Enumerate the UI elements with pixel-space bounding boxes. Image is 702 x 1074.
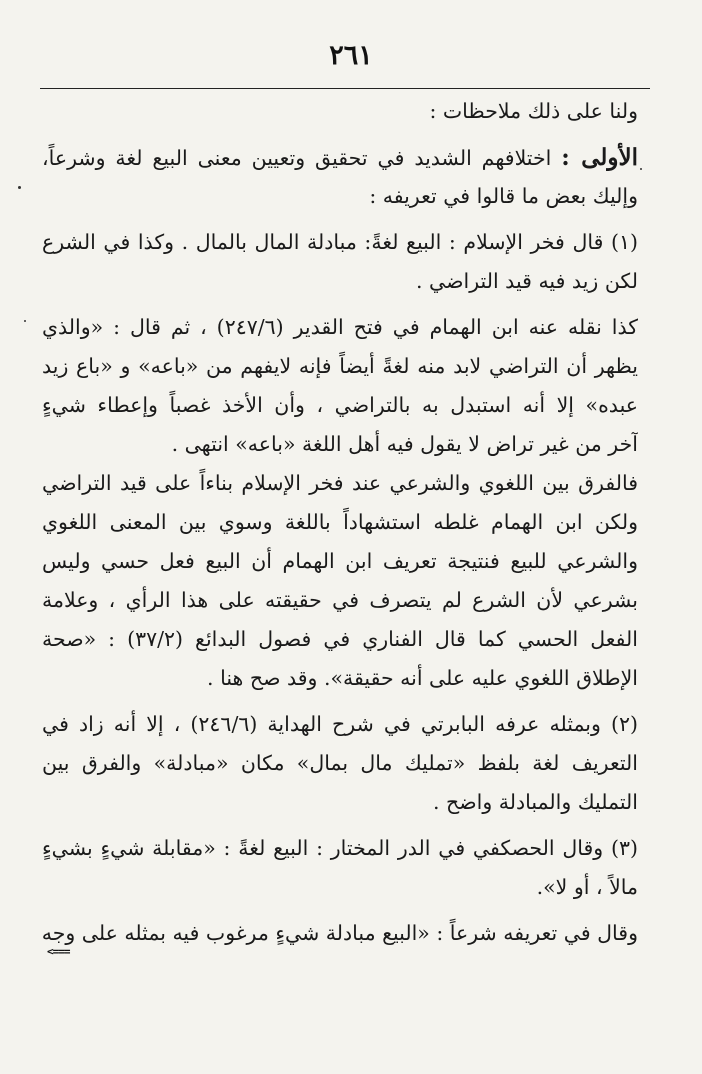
text-line: (١) قال فخر الإسلام : البيع لغةً: مبادلة المال بالمال . وكذا في الشرع bbox=[42, 230, 638, 254]
text-line: وقال في تعريفه شرعاً : «البيع مبادلة شيءٍ مرغوب فيه بمثله على وجه bbox=[42, 921, 638, 945]
text-line: كذا نقله عنه ابن الهمام في فتح القدير (٢٤٧/٦) ، ثم قال : «والذي bbox=[42, 315, 638, 339]
scan-speck bbox=[640, 168, 642, 170]
text-line: ولكن ابن الهمام غلطه استشهاداً باللغة وسوي بين المعنى اللغوي bbox=[42, 510, 638, 534]
text-line: التمليك والمبادلة واضح . bbox=[432, 790, 638, 814]
text-line: لكن زيد فيه قيد التراضي . bbox=[416, 269, 638, 293]
page-number: ٢٦١ bbox=[329, 40, 373, 71]
body-text bbox=[42, 92, 638, 953]
header-rule bbox=[40, 88, 650, 89]
text-line: ولنا على ذلك ملاحظات : bbox=[429, 99, 638, 123]
text-line: الإطلاق اللغوي عليه على أنه حقيقة». وقد صح هنا . bbox=[207, 666, 638, 690]
scan-speck bbox=[24, 320, 26, 322]
text-line: يظهر أن التراضي لابد منه لغةً أيضاً فإنه لايفهم من «باعه» و «باع زيد bbox=[42, 354, 638, 378]
text-line bbox=[42, 138, 638, 177]
text-line: وإليك بعض ما قالوا في تعريفه : bbox=[369, 184, 638, 208]
continuation-mark: <=== bbox=[47, 945, 70, 958]
text-line: (٣) وقال الحصكفي في الدر المختار : البيع لغةً : «مقابلة شيءٍ بشيءٍ bbox=[42, 836, 638, 860]
text-line: بشرعي لأن الشرع لم يتصرف في حقيقته على هذا الرأي ، وعلامة bbox=[42, 588, 638, 612]
text-line: (٢) وبمثله عرفه البابرتي في شرح الهداية (٢٤٦/٦) ، إلا أنه زاد في bbox=[42, 712, 638, 736]
text-line-body: اختلافهم الشديد في تحقيق وتعيين معنى البيع لغة وشرعاً، bbox=[42, 146, 552, 170]
text-line: التعريف لغة بلفظ «تمليك مال بمال» مكان «مبادلة» والفرق بين bbox=[42, 751, 638, 775]
text-line: والشرعي للبيع فنتيجة تعريف ابن الهمام أن البيع فعل حسي وليس bbox=[42, 549, 638, 573]
text-line: آخر من غير تراض لا يقول فيه أهل اللغة «باعه» انتهى . bbox=[171, 432, 638, 456]
section-lead-word: الأولى : bbox=[561, 144, 638, 171]
text-line: فالفرق بين اللغوي والشرعي عند فخر الإسلام بناءاً على قيد التراضي bbox=[42, 471, 638, 495]
text-line: مالاً ، أو لا». bbox=[536, 875, 638, 899]
text-line: عبده» إلا أنه استبدل به بالتراضي ، وأن الأخذ غصباً وإعطاء شيءٍ bbox=[42, 393, 638, 417]
scan-speck bbox=[18, 186, 21, 189]
text-line: الفعل الحسي كما قال الفناري في فصول البدائع (٣٧/٢) : «صحة bbox=[42, 627, 638, 651]
